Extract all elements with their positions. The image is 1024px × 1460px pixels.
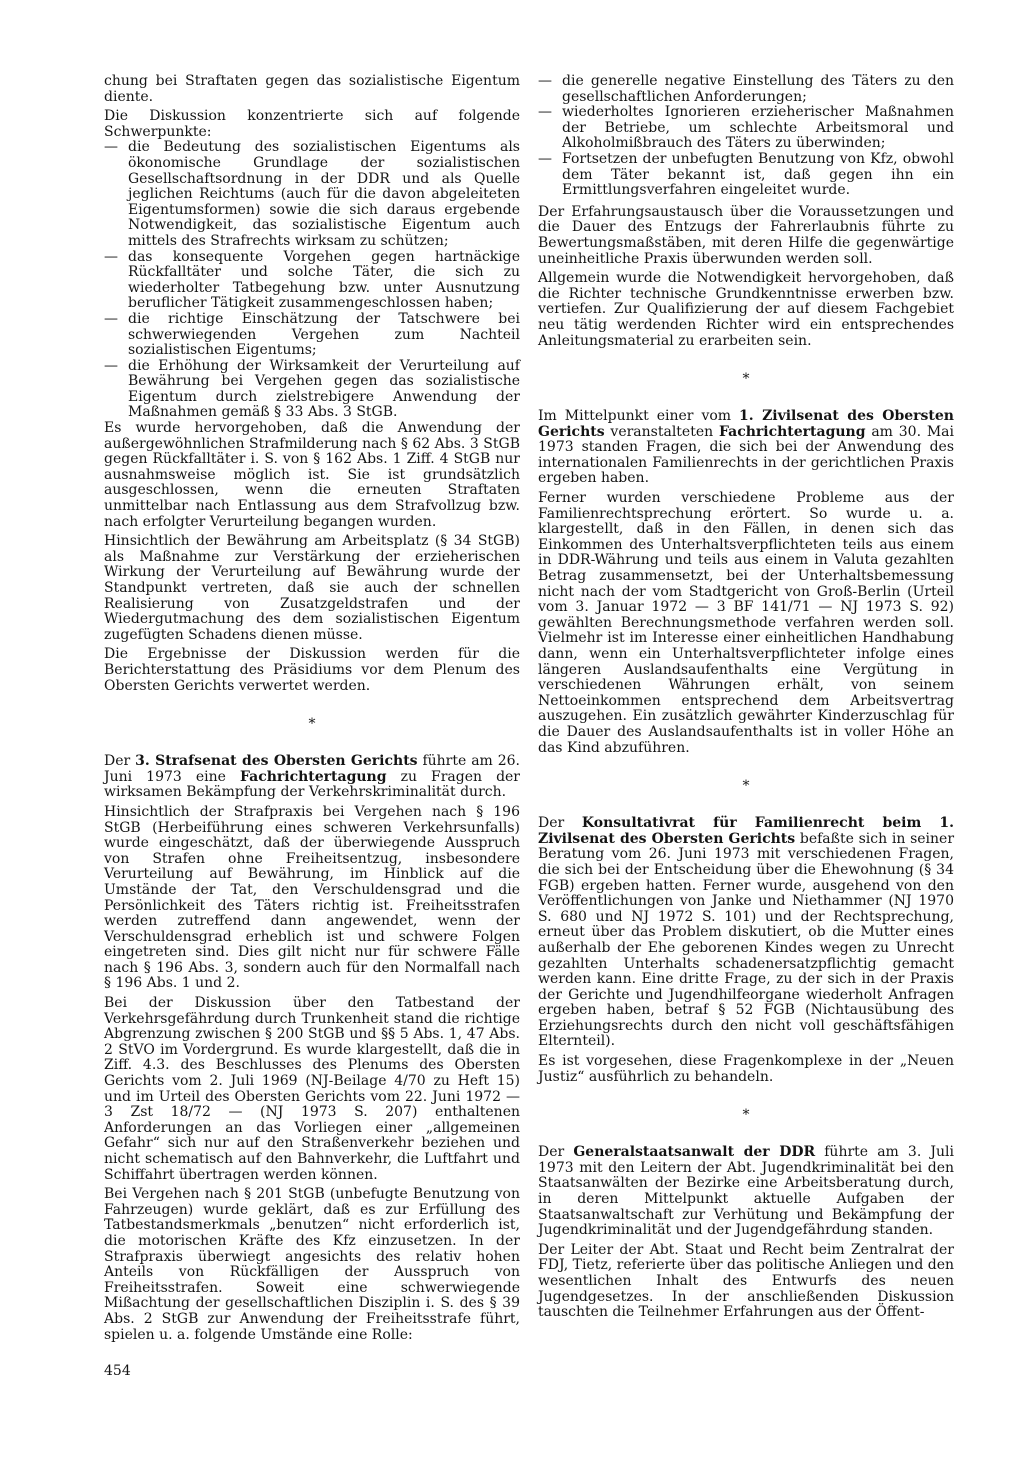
dash-icon: — [104, 139, 118, 156]
dash-icon: — [538, 73, 552, 89]
paragraph: Der Erfahrungsaustausch über die Voraussetzungen und die Dauer des Entzugs der Fahrerlaubnis führte zu Bewertungsmaßstäben, mit deren Hilfe die gegenwärtige uneinheitliche Praxis überwunden werden soll. [538, 203, 954, 267]
paragraph: Der Konsultativrat für Familienrecht beim 1. Zivilsenat des Obersten Gerichts befaßte sich in seiner Beratung vom 26. Juni 1973 mit verschiedenen Fragen, die sich bei der Entscheidung über die Ehewohnung (§ 34 FGB) ergeben hatten. Ferner wurde, ausgehend von den Veröffentlichungen von Janke und Niethammer (NJ 1970 S. 680 und NJ 1972 S. 101) und der Rechtsprechung, erneut über das Problem diskutiert, ob die Mutter eines außerhalb der Ehe geborenen Kindes wegen zu Unrecht gezahlten Unterhalts schadenersatzpflichtig gemacht werden kann. Eine dritte Frage, zu der sich in der Praxis der Gerichte und Jugendhilfeorgane wiederholt Anfragen ergeben haben, betraf § 52 FGB (Nichtausübung des Erziehungsrechts durch den nicht voll geschäftsfähigen Elternteil). [538, 815, 955, 1050]
list-item: — die Bedeutung des sozialistischen Eigentums als ökonomische Grundlage der sozialistischen Gesellschaftsordnung in der DDR und als Quelle jeglichen Reichtums (auch für die davon abgeleiteten Eigentumsformen) sowie die sich daraus ergebende Notwendigkeit, das sozialistische Eigentum auch mittels des Strafrechts wirksam zu schützen; [104, 139, 520, 249]
dash-icon: — [104, 248, 118, 265]
paragraph: Im Mittelpunkt einer vom 1. Zivilsenat des Obersten Gerichts veranstalteten Fachrichtertagung am 30. Mai 1973 standen Fragen, die sich bei der Anwendung des internationalen Familienrechts in der gerichtlichen Praxis ergeben haben. [538, 408, 954, 487]
paragraph: Der 3. Strafsenat des Obersten Gerichts führte am 26. Juni 1973 eine Fachrichtertagung zu Fragen der wirksamen Bekämpfung der Verkehrskriminalität durch. [104, 753, 521, 801]
list-item: — wiederholtes Ignorieren erzieherischer Maßnahmen der Betriebe, um schlechte Arbeitsmoral und Alkoholmißbrauch des Täters zu überwinden; [538, 104, 954, 152]
paragraph: Der Leiter der Abt. Staat und Recht beim Zentralrat der FDJ, Tietz, referierte über das politische Anliegen und den wesentlichen Inhalt des Entwurfs des neuen Jugendgesetzes. In der anschließenden Diskussion tauschten die Teilnehmer Erfahrungen aus der Öffent- [538, 1241, 954, 1321]
paragraph: Hinsichtlich der Strafpraxis bei Vergehen nach § 196 StGB (Herbeiführung eines schweren Verkehrsunfalls) wurde eingeschätzt, daß der überwiegende Ausspruch von Strafen ohne Freiheitsentzug, insbesondere Verurteilung auf Bewährung, im Hinblick auf die Umstände der Tat, den Verschuldensgrad und die Persönlichkeit des Täters richtig ist. Freiheitsstrafen werden zutreffend dann angewendet, wenn der Verschuldensgrad erheblich ist und schwere Folgen eingetreten sind. Dies gilt nicht nur für schwere Fälle nach § 196 Abs. 3, sondern auch für den Normalfall nach § 196 Abs. 1 und 2. [104, 803, 520, 992]
list-item: — die generelle negative Einstellung des Täters zu den gesellschaftlichen Anforderungen; [538, 73, 954, 105]
section-separator: * [742, 1107, 750, 1124]
section-separator: * [308, 716, 316, 733]
page-number: 454 [104, 1363, 131, 1379]
section-separator: * [742, 371, 750, 388]
dash-icon: — [104, 310, 118, 327]
dash-icon: — [538, 104, 552, 121]
dash-list [538, 74, 954, 199]
right-column [538, 74, 954, 1325]
paragraph: Die Diskussion konzentrierte sich auf folgende Schwerpunkte: [104, 108, 520, 140]
list-item: — die richtige Einschätzung der Tatschwere bei schwerwiegenden Vergehen zum Nachteil sozialistischen Eigentums; [104, 310, 520, 359]
dash-list [104, 140, 520, 421]
left-column [104, 74, 520, 1347]
paragraph: Ferner wurden verschiedene Probleme aus der Familienrechtsprechung erörtert. So wurde u. a. klargestellt, daß in den Fällen, in denen sich das Einkommen des Unterhaltsverpflichteten teils aus einem in DDR-Währung und teils aus einem in Valuta gezahlten Betrag zusammensetzt, bei der Unterhaltsbemessung nicht nach der vom Stadtgericht von Groß-Berlin (Urteil vom 3. Januar 1972 — 3 BF 141/71 — NJ 1973 S. 92) gewählten Berechnungsmethode verfahren werden soll. Vielmehr ist im Interesse einer einheitlichen Handhabung dann, wenn ein Unterhaltsverpflichteter infolge eines längeren Auslandsaufenthalts eine Vergütung in verschiedenen Währungen erhält, von seinem Nettoeinkommen entsprechend dem Arbeitsvertrag auszugehen. Ein zusätzlich gewährter Kinderzuschlag für die Dauer des Auslandsaufenthalts ist in voller Höhe an das Kind abzuführen. [538, 490, 954, 756]
paragraph: Bei Vergehen nach § 201 StGB (unbefugte Benutzung von Fahrzeugen) wurde geklärt, daß es zur Erfüllung des Tatbestandsmerkmals „benutzen“ nicht erforderlich ist, die motorischen Kräfte des Kfz einzusetzen. In der Strafpraxis überwiegt angesichts des relativ hohen Anteils von Rückfälligen der Ausspruch von Freiheitsstrafen. Soweit eine schwerwiegende Mißachtung der gesellschaftlichen Disziplin i. S. des § 39 Abs. 2 StGB zur Anwendung der Freiheitsstrafe führt, spielen u. a. folgende Umstände eine Rolle: [104, 1186, 520, 1343]
paragraph: Die Ergebnisse der Diskussion werden für die Berichterstattung des Präsidiums vor dem Plenum des Obersten Gerichts verwertet werden. [104, 646, 520, 694]
paragraph: Hinsichtlich der Bewährung am Arbeitsplatz (§ 34 StGB) als Maßnahme zur Verstärkung der erzieherischen Wirkung der Verurteilung auf Bewährung wurde der Standpunkt vertreten, daß sie auch der schnellen Realisierung von Zusatzgeldstrafen und der Wiedergutmachung des dem sozialistischen Eigentum zugefügten Schadens dienen müsse. [104, 533, 520, 643]
dash-icon: — [538, 150, 552, 167]
paragraph: Allgemein wurde die Notwendigkeit hervorgehoben, daß die Richter technische Grundkenntnisse erwerben bzw. vertiefen. Zur Qualifizierung der auf diesem Fachgebiet neu tätig werdenden Richter wird ein entsprechendes Anleitungsmaterial zu erarbeiten sein. [538, 270, 954, 349]
paragraph: Bei der Diskussion über den Tatbestand der Verkehrsgefährdung durch Trunkenheit stand die richtige Abgrenzung zwischen § 200 StGB und §§ 5 Abs. 1, 47 Abs. 2 StVO im Vordergrund. Es wurde klargestellt, daß die in Ziff. 4.3. des Beschlusses des Plenums des Obersten Gerichts vom 2. Juli 1969 (NJ-Beilage 4/70 zu Heft 15) und im Urteil des Obersten Gerichts vom 22. Juni 1972 — 3 Zst 18/72 — (NJ 1973 S. 207) enthaltenen Anforderungen an das Vorliegen einer „allgemeinen Gefahr“ sich nur auf den Straßenverkehr beziehen und nicht schematisch auf den Bahnverkehr, die Luftfahrt und Schiffahrt übertragen werden können. [104, 995, 520, 1183]
paragraph: chung bei Straftaten gegen das sozialistische Eigentum diente. [104, 73, 520, 105]
section-separator: * [742, 778, 750, 795]
list-item: — das konsequente Vorgehen gegen hartnäckige Rückfalltäter und solche Täter, die sich zu wiederholter Tatbegehung bzw. unter Ausnutzung beruflicher Tätigkeit zusammengeschlossen haben; [104, 248, 520, 312]
dash-icon: — [104, 357, 118, 374]
paragraph: Es wurde hervorgehoben, daß die Anwendung der außergewöhnlichen Strafmilderung nach § 62 Abs. 3 StGB gegen Rückfalltäter i. S. von § 162 Abs. 1 Ziff. 4 StGB nur ausnahmsweise möglich ist. Sie ist grundsätzlich ausgeschlossen, wenn die erneuten Straftaten unmittelbar nach Entlassung aus dem Strafvollzug bzw. nach erfolgter Verurteilung begangen wurden. [104, 420, 520, 530]
list-item: — Fortsetzen der unbefugten Benutzung von Kfz, obwohl dem Täter bekannt ist, daß gegen ihn ein Ermittlungsverfahren eingeleitet wurde. [538, 150, 954, 199]
list-item: — die Erhöhung der Wirksamkeit der Verurteilung auf Bewährung bei Vergehen gegen das sozialistische Eigentum durch zielstrebigere Anwendung der Maßnahmen gemäß § 33 Abs. 3 StGB. [104, 357, 520, 421]
paragraph: Es ist vorgesehen, diese Fragenkomplexe in der „Neuen Justiz“ ausführlich zu behandeln. [538, 1053, 954, 1085]
paragraph: Der Generalstaatsanwalt der DDR führte am 3. Juli 1973 mit den Leitern der Abt. Jugendkriminalität bei den Staatsanwälten der Bezirke eine Arbeitsberatung durch, in deren Mittelpunkt aktuelle Aufgaben der Staatsanwaltschaft zur Verhütung und Bekämpfung der Jugendkriminalität und der Jugendgefährdung standen. [538, 1144, 954, 1239]
